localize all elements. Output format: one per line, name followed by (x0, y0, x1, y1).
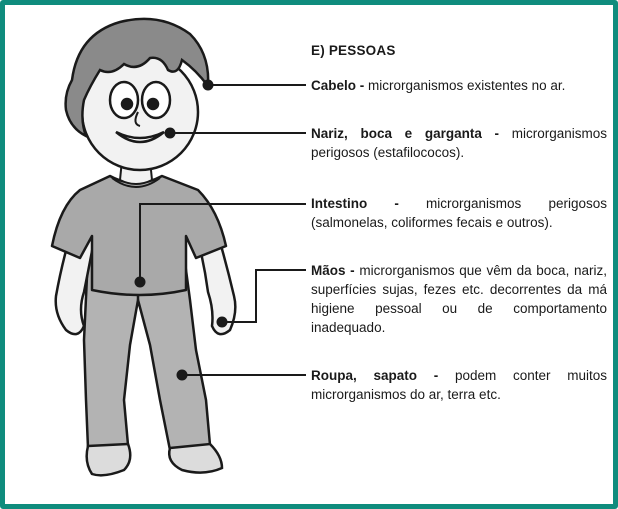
label-term: Cabelo - (311, 78, 365, 93)
label-nariz-boca-garganta (311, 124, 607, 162)
shoes (87, 444, 222, 475)
label-term: Intestino - (311, 196, 399, 211)
label-text: podem conter muitos microrganismos do ar, terra etc. (311, 368, 607, 402)
label-text: microrganismos existentes no ar. (364, 78, 566, 93)
label-term: Roupa, sapato - (311, 368, 439, 383)
label-text: microrganismos perigosos (estafilococos). (311, 126, 607, 160)
head (66, 19, 209, 170)
label-roupa-sapato (311, 366, 607, 404)
label-term: Nariz, boca e garganta - (311, 126, 500, 141)
label-intestino (311, 194, 607, 232)
section-title: E) PESSOAS (311, 43, 396, 58)
label-maos (311, 261, 607, 337)
label-text: microrganismos que vêm da boca, nariz, superfícies sujas, fezes etc. decorrentes da má higiene pessoal ou de comportamento inadequado. (311, 263, 607, 335)
label-term: Mãos - (311, 263, 355, 278)
label-text: microrganismos perigosos (salmonelas, coliformes fecais e outros). (311, 196, 607, 230)
label-cabelo (311, 76, 607, 95)
